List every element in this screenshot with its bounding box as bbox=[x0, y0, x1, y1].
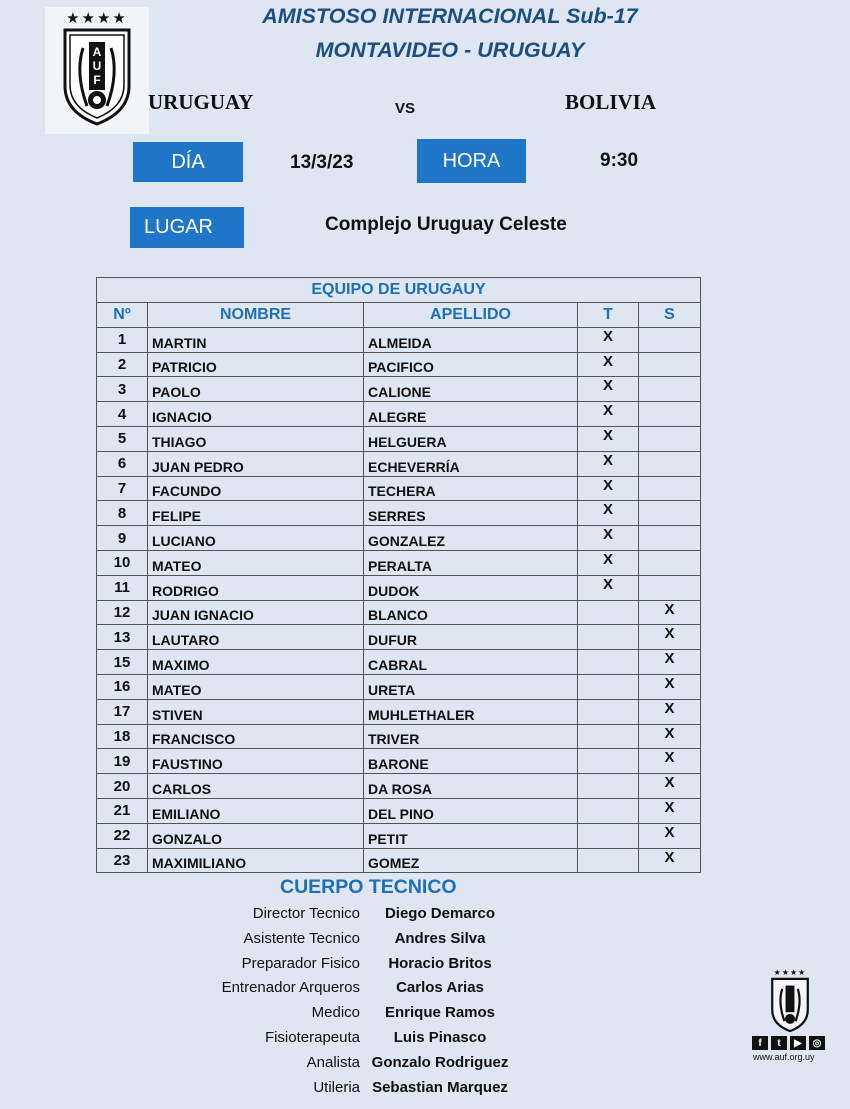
player-last-name: CALIONE bbox=[364, 377, 578, 402]
player-number: 15 bbox=[97, 650, 148, 675]
titular-mark bbox=[578, 650, 639, 675]
suplente-mark bbox=[639, 352, 701, 377]
suplente-mark bbox=[639, 402, 701, 427]
player-number: 6 bbox=[97, 451, 148, 476]
suplente-mark bbox=[639, 476, 701, 501]
player-number: 22 bbox=[97, 823, 148, 848]
staff-name: Luis Pinasco bbox=[393, 1028, 487, 1046]
staff-name: Carlos Arias bbox=[396, 979, 484, 997]
auf-shield-icon bbox=[61, 28, 133, 126]
player-first-name: FACUNDO bbox=[148, 476, 364, 501]
player-number: 17 bbox=[97, 699, 148, 724]
staff-row bbox=[150, 1029, 670, 1054]
staff-role: Medico bbox=[311, 1004, 360, 1022]
player-last-name: ECHEVERRÍA bbox=[364, 451, 578, 476]
staff-role: Fisioterapeuta bbox=[264, 1028, 360, 1046]
suplente-mark: X bbox=[639, 600, 701, 625]
titular-mark bbox=[578, 724, 639, 749]
col-header-nombre: NOMBRE bbox=[148, 303, 364, 328]
titular-mark bbox=[578, 848, 639, 873]
staff-row bbox=[150, 979, 670, 1004]
player-last-name: PETIT bbox=[364, 823, 578, 848]
suplente-mark bbox=[639, 550, 701, 575]
suplente-mark: X bbox=[639, 724, 701, 749]
staff-row bbox=[150, 905, 670, 930]
footer-auf-shield-icon bbox=[770, 977, 810, 1033]
titular-mark: X bbox=[578, 426, 639, 451]
table-row bbox=[97, 377, 701, 402]
player-first-name: FRANCISCO bbox=[148, 724, 364, 749]
suplente-mark: X bbox=[639, 625, 701, 650]
youtube-icon[interactable]: ▶ bbox=[790, 1036, 806, 1050]
instagram-icon[interactable]: ◎ bbox=[809, 1036, 825, 1050]
match-time: 9:30 bbox=[600, 150, 639, 171]
player-number: 1 bbox=[97, 327, 148, 352]
player-number: 18 bbox=[97, 724, 148, 749]
svg-text:F: F bbox=[93, 73, 101, 87]
away-team: BOLIVIA bbox=[565, 90, 657, 114]
hora-label: HORA bbox=[417, 139, 526, 183]
titular-mark: X bbox=[578, 501, 639, 526]
suplente-mark: X bbox=[639, 774, 701, 799]
player-number: 12 bbox=[97, 600, 148, 625]
staff-name: Sebastian Marquez bbox=[372, 1078, 508, 1096]
player-first-name: LAUTARO bbox=[148, 625, 364, 650]
staff-name: Enrique Ramos bbox=[384, 1004, 496, 1022]
player-first-name: FAUSTINO bbox=[148, 749, 364, 774]
table-row bbox=[97, 426, 701, 451]
titular-mark: X bbox=[578, 451, 639, 476]
player-last-name: DEL PINO bbox=[364, 798, 578, 823]
player-last-name: GOMEZ bbox=[364, 848, 578, 873]
roster-table bbox=[96, 277, 701, 873]
footer-crest-stars: ★★★★ bbox=[773, 968, 807, 977]
staff-name: Horacio Britos bbox=[388, 954, 492, 972]
dia-label: DÍA bbox=[133, 142, 243, 182]
staff-row bbox=[150, 955, 670, 980]
table-row bbox=[97, 501, 701, 526]
table-row bbox=[97, 674, 701, 699]
player-first-name: MAXIMO bbox=[148, 650, 364, 675]
player-first-name: MATEO bbox=[148, 674, 364, 699]
suplente-mark: X bbox=[639, 674, 701, 699]
player-last-name: ALMEIDA bbox=[364, 327, 578, 352]
svg-text:U: U bbox=[92, 59, 102, 73]
player-number: 2 bbox=[97, 352, 148, 377]
player-number: 5 bbox=[97, 426, 148, 451]
table-row bbox=[97, 650, 701, 675]
suplente-mark: X bbox=[639, 749, 701, 774]
titular-mark: X bbox=[578, 402, 639, 427]
col-header-apellido: APELLIDO bbox=[364, 303, 578, 328]
suplente-mark bbox=[639, 426, 701, 451]
col-header-titular: T bbox=[578, 303, 639, 328]
player-first-name: STIVEN bbox=[148, 699, 364, 724]
player-number: 13 bbox=[97, 625, 148, 650]
social-icons bbox=[752, 1036, 825, 1050]
player-number: 20 bbox=[97, 774, 148, 799]
player-last-name: BLANCO bbox=[364, 600, 578, 625]
titular-mark bbox=[578, 600, 639, 625]
player-first-name: LUCIANO bbox=[148, 526, 364, 551]
player-number: 16 bbox=[97, 674, 148, 699]
player-first-name: MATEO bbox=[148, 550, 364, 575]
suplente-mark bbox=[639, 327, 701, 352]
player-last-name: PERALTA bbox=[364, 550, 578, 575]
suplente-mark: X bbox=[639, 650, 701, 675]
player-first-name: PAOLO bbox=[148, 377, 364, 402]
titular-mark: X bbox=[578, 377, 639, 402]
titular-mark bbox=[578, 823, 639, 848]
staff-role: Director Tecnico bbox=[252, 905, 360, 922]
match-date: 13/3/23 bbox=[290, 152, 354, 173]
table-row bbox=[97, 798, 701, 823]
player-last-name: TRIVER bbox=[364, 724, 578, 749]
suplente-mark: X bbox=[639, 798, 701, 823]
staff-role: Entrenador Arqueros bbox=[221, 979, 360, 997]
player-last-name: HELGUERA bbox=[364, 426, 578, 451]
staff-role: Utileria bbox=[313, 1078, 360, 1096]
player-number: 11 bbox=[97, 575, 148, 600]
titular-mark bbox=[578, 674, 639, 699]
player-number: 7 bbox=[97, 476, 148, 501]
player-last-name: BARONE bbox=[364, 749, 578, 774]
suplente-mark bbox=[639, 501, 701, 526]
suplente-mark bbox=[639, 377, 701, 402]
staff-row bbox=[150, 1004, 670, 1029]
table-row bbox=[97, 550, 701, 575]
player-last-name: SERRES bbox=[364, 501, 578, 526]
titular-mark bbox=[578, 699, 639, 724]
staff-title: CUERPO TECNICO bbox=[280, 876, 457, 898]
player-number: 4 bbox=[97, 402, 148, 427]
table-row bbox=[97, 823, 701, 848]
player-number: 19 bbox=[97, 749, 148, 774]
player-first-name: MARTIN bbox=[148, 327, 364, 352]
player-last-name: CABRAL bbox=[364, 650, 578, 675]
player-first-name: EMILIANO bbox=[148, 798, 364, 823]
player-first-name: CARLOS bbox=[148, 774, 364, 799]
roster-header-row bbox=[97, 303, 701, 328]
home-team: URUGUAY bbox=[148, 90, 254, 114]
player-first-name: GONZALO bbox=[148, 823, 364, 848]
roster-caption: EQUIPO DE URUGAUY bbox=[97, 278, 701, 303]
titular-mark: X bbox=[578, 526, 639, 551]
table-row bbox=[97, 327, 701, 352]
player-number: 23 bbox=[97, 848, 148, 873]
table-row bbox=[97, 724, 701, 749]
player-first-name: PATRICIO bbox=[148, 352, 364, 377]
player-last-name: URETA bbox=[364, 674, 578, 699]
suplente-mark: X bbox=[639, 699, 701, 724]
table-row bbox=[97, 699, 701, 724]
versus-label: VS bbox=[395, 100, 416, 117]
footer-brand bbox=[752, 968, 828, 1064]
match-venue: Complejo Uruguay Celeste bbox=[325, 214, 567, 235]
table-row bbox=[97, 625, 701, 650]
staff-row bbox=[150, 1054, 670, 1079]
player-first-name: JUAN PEDRO bbox=[148, 451, 364, 476]
player-first-name: JUAN IGNACIO bbox=[148, 600, 364, 625]
suplente-mark: X bbox=[639, 848, 701, 873]
facebook-icon[interactable]: f bbox=[752, 1036, 768, 1050]
table-row bbox=[97, 402, 701, 427]
player-last-name: MUHLETHALER bbox=[364, 699, 578, 724]
roster-body bbox=[97, 327, 701, 873]
staff-list bbox=[150, 905, 670, 1103]
auf-logo bbox=[45, 7, 149, 134]
player-number: 21 bbox=[97, 798, 148, 823]
col-header-suplente: S bbox=[639, 303, 701, 328]
player-first-name: MAXIMILIANO bbox=[148, 848, 364, 873]
website-url[interactable]: www.auf.org.uy bbox=[753, 1052, 815, 1062]
event-title: AMISTOSO INTERNACIONAL Sub-17 bbox=[262, 4, 638, 28]
table-row bbox=[97, 575, 701, 600]
titular-mark: X bbox=[578, 352, 639, 377]
titular-mark: X bbox=[578, 476, 639, 501]
suplente-mark bbox=[639, 526, 701, 551]
svg-text:A: A bbox=[92, 45, 102, 59]
player-first-name: IGNACIO bbox=[148, 402, 364, 427]
titular-mark: X bbox=[578, 327, 639, 352]
table-row bbox=[97, 352, 701, 377]
titular-mark: X bbox=[578, 575, 639, 600]
player-number: 10 bbox=[97, 550, 148, 575]
lugar-label: LUGAR bbox=[130, 207, 244, 248]
player-number: 3 bbox=[97, 377, 148, 402]
player-last-name: ALEGRE bbox=[364, 402, 578, 427]
player-first-name: THIAGO bbox=[148, 426, 364, 451]
suplente-mark bbox=[639, 575, 701, 600]
player-last-name: PACIFICO bbox=[364, 352, 578, 377]
staff-name: Gonzalo Rodriguez bbox=[371, 1053, 509, 1071]
table-row bbox=[97, 774, 701, 799]
staff-row bbox=[150, 930, 670, 955]
staff-role: Preparador Fisico bbox=[241, 954, 360, 972]
titular-mark bbox=[578, 749, 639, 774]
titular-mark bbox=[578, 798, 639, 823]
titular-mark: X bbox=[578, 550, 639, 575]
staff-role: Analista bbox=[306, 1053, 360, 1071]
staff-row bbox=[150, 1079, 670, 1104]
table-row bbox=[97, 600, 701, 625]
staff-role: Asistente Tecnico bbox=[243, 929, 360, 947]
player-last-name: DUFUR bbox=[364, 625, 578, 650]
table-row bbox=[97, 848, 701, 873]
player-first-name: RODRIGO bbox=[148, 575, 364, 600]
staff-name: Andres Silva bbox=[394, 929, 486, 947]
suplente-mark bbox=[639, 451, 701, 476]
player-number: 9 bbox=[97, 526, 148, 551]
table-row bbox=[97, 749, 701, 774]
col-header-num: Nº bbox=[97, 303, 148, 328]
titular-mark bbox=[578, 625, 639, 650]
player-number: 8 bbox=[97, 501, 148, 526]
player-first-name: FELIPE bbox=[148, 501, 364, 526]
crest-stars: ★★★★ bbox=[66, 10, 128, 27]
event-location: MONTAVIDEO - URUGUAY bbox=[315, 38, 585, 62]
table-row bbox=[97, 451, 701, 476]
table-row bbox=[97, 526, 701, 551]
player-last-name: DA ROSA bbox=[364, 774, 578, 799]
player-last-name: GONZALEZ bbox=[364, 526, 578, 551]
table-row bbox=[97, 476, 701, 501]
staff-name: Diego Demarco bbox=[384, 905, 496, 922]
twitter-icon[interactable]: t bbox=[771, 1036, 787, 1050]
titular-mark bbox=[578, 774, 639, 799]
player-last-name: DUDOK bbox=[364, 575, 578, 600]
suplente-mark: X bbox=[639, 823, 701, 848]
player-last-name: TECHERA bbox=[364, 476, 578, 501]
